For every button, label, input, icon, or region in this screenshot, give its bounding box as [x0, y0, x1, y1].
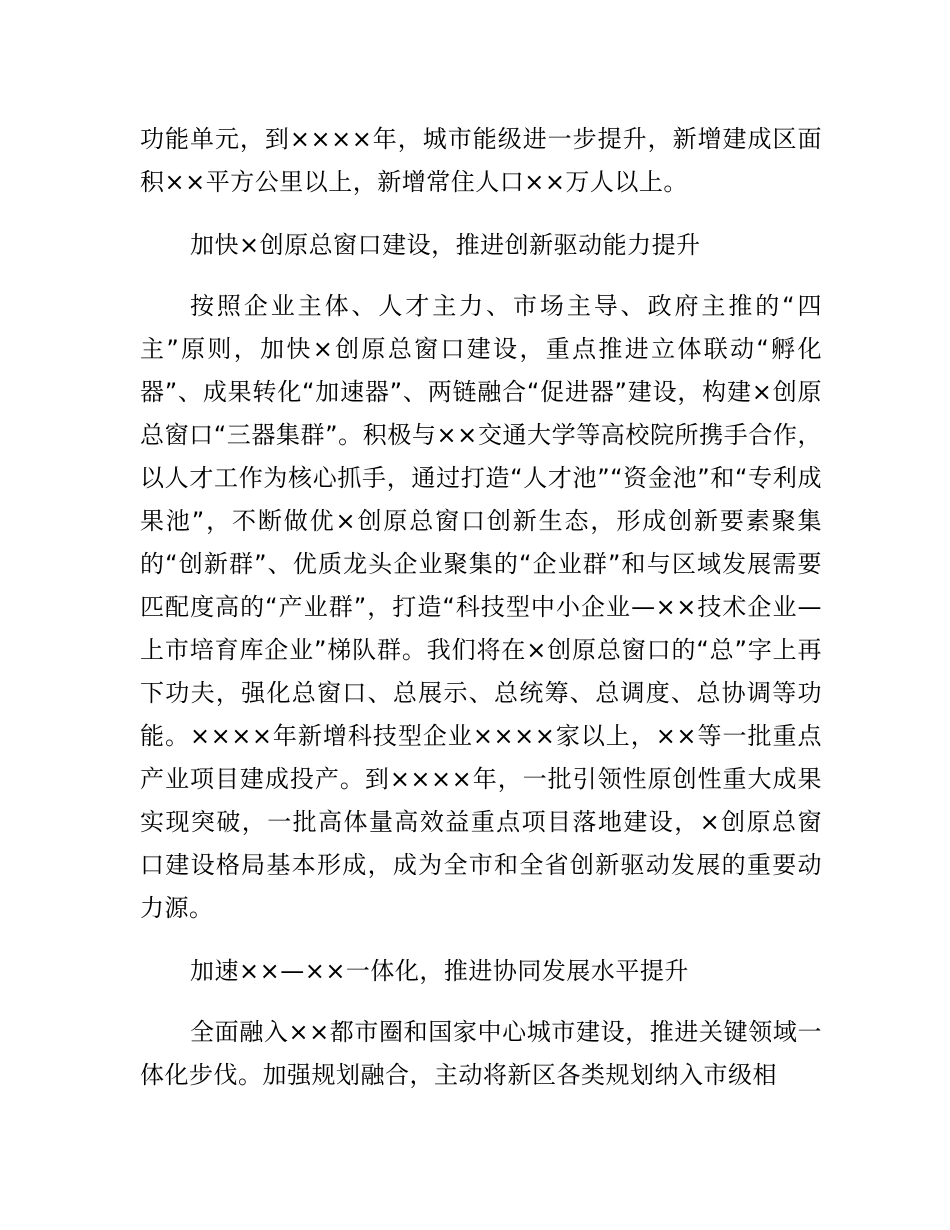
section-1-body-block: [140, 285, 822, 930]
section-1-heading: 加快×创原总窗口建设，推进创新驱动能力提升: [190, 231, 701, 259]
section-1-heading-block: [140, 224, 822, 267]
section-2-heading-block: [140, 950, 822, 993]
section-2-body-block: [140, 1011, 822, 1097]
continuation-paragraph-block: [140, 118, 822, 204]
section-2-heading: 加速××—××一体化，推进协同发展水平提升: [190, 957, 689, 985]
continuation-paragraph: 功能单元，到××××年，城市能级进一步提升，新增建成区面积××平方公里以上，新增常住人口××万人以上。: [140, 125, 822, 196]
section-2-body: 全面融入××都市圈和国家中心城市建设，推进关键领域一体化步伐。加强规划融合，主动将新区各类规划纳入市级相: [140, 1018, 822, 1089]
section-1-body: 按照企业主体、人才主力、市场主导、政府主推的“四主”原则，加快×创原总窗口建设，重点推进立体联动“孵化器”、成果转化“加速器”、两链融合“促进器”建设，构建×创原总窗口“三器集群”。积极与××交通大学等高校院所携手合作，以人才工作为核心抓手，通过打造“人才池”“资金池”和“专利成果池”，不断做优×创原总窗口创新生态，形成创新要素聚集的“创新群”、优质龙头企业聚集的“企业群”和与区域发展需要匹配度高的“产业群”，打造“科技型中小企业—××技术企业—上市培育库企业”梯队群。我们将在×创原总窗口的“总”字上再下功夫，强化总窗口、总展示、总统筹、总调度、总协调等功能。××××年新增科技型企业××××家以上，××等一批重点产业项目建成投产。到××××年，一批引领性原创性重大成果实现突破，一批高体量高效益重点项目落地建设，×创原总窗口建设格局基本形成，成为全市和全省创新驱动发展的重要动力源。: [140, 292, 822, 922]
